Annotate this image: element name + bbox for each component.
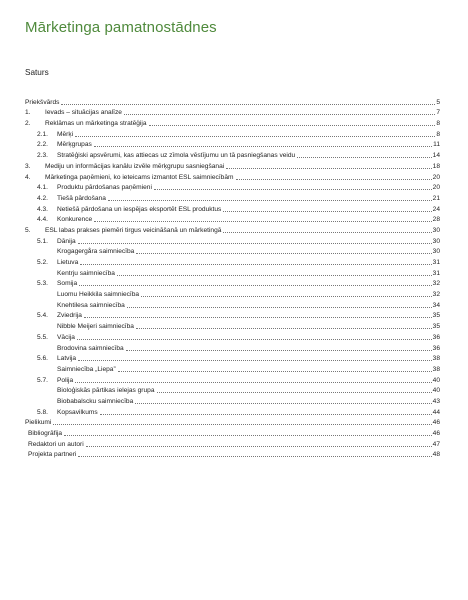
toc-entry-page-number: 34 xyxy=(432,301,440,309)
dot-leader xyxy=(126,350,432,351)
dot-leader xyxy=(223,232,431,233)
toc-entry[interactable] xyxy=(25,149,440,160)
dot-leader xyxy=(61,104,435,105)
toc-entry-page-number: 8 xyxy=(436,130,440,138)
toc-entry-label: Brodovina saimniecība xyxy=(57,344,124,352)
toc-entry[interactable] xyxy=(25,267,440,278)
toc-entry-page-number: 40 xyxy=(432,376,440,384)
toc-entry[interactable] xyxy=(25,224,440,235)
toc-entry[interactable] xyxy=(25,182,440,193)
toc-entry[interactable] xyxy=(25,139,440,150)
toc-entry[interactable] xyxy=(25,353,440,364)
dot-leader xyxy=(64,435,432,436)
dot-leader xyxy=(86,446,432,447)
toc-entry-number: 5.5. xyxy=(37,333,48,341)
toc-entry-page-number: 36 xyxy=(432,333,440,341)
dot-leader xyxy=(223,211,431,212)
toc-entry-label: Tiešā pārdošana xyxy=(57,194,106,202)
toc-entry-number: 5.6. xyxy=(37,355,48,363)
toc-entry-label: Somija xyxy=(57,280,78,288)
toc-entry-page-number: 38 xyxy=(432,365,440,373)
toc-entry-page-number: 5 xyxy=(436,98,440,106)
dot-leader xyxy=(108,200,432,201)
dot-leader xyxy=(154,189,432,190)
toc-entry-number: 4.3. xyxy=(37,205,48,213)
table-of-contents xyxy=(25,96,440,459)
toc-entry-number: 2.3. xyxy=(37,152,48,160)
toc-entry-number: 4.2. xyxy=(37,194,48,202)
toc-entry-page-number: 36 xyxy=(432,344,440,352)
dot-leader xyxy=(100,414,432,415)
toc-entry-page-number: 43 xyxy=(432,397,440,405)
toc-entry[interactable] xyxy=(25,342,440,353)
toc-entry-label: Bioloģiskās pārtikas ielejas grupa xyxy=(57,387,155,395)
toc-entry-page-number: 20 xyxy=(432,184,440,192)
toc-entry-page-number: 40 xyxy=(432,387,440,395)
toc-entry-page-number: 24 xyxy=(432,205,440,213)
toc-entry-page-number: 35 xyxy=(432,323,440,331)
toc-entry-label: Mārketinga paņēmieni, ko ieteicams izmantot ESL saimniecībām xyxy=(45,173,234,181)
toc-entry[interactable] xyxy=(25,427,440,438)
toc-entry-label: ESL labas prakses piemēri tirgus veicināšanā un mārketingā xyxy=(45,226,222,234)
toc-entry-number: 2.1. xyxy=(37,130,48,138)
toc-entry[interactable] xyxy=(25,363,440,374)
dot-leader xyxy=(75,136,435,137)
toc-entry-number: 5.2. xyxy=(37,259,48,266)
toc-entry-number: 4.4. xyxy=(37,216,48,224)
dot-leader xyxy=(117,275,432,276)
toc-entry[interactable] xyxy=(25,395,440,406)
dot-leader xyxy=(149,125,436,126)
toc-entry-label: Mērķi xyxy=(57,130,74,138)
toc-entry[interactable] xyxy=(25,331,440,342)
toc-entry-label: Lietuva xyxy=(57,259,79,266)
toc-entry-label: Stratēģiski apsvērumi, kas attiecas uz zīmola vēstījumu un tā pasniegšanas veidu xyxy=(57,152,296,160)
toc-entry-label: Projekta partneri xyxy=(28,451,77,459)
toc-entry-label: Kentrju saimniecība xyxy=(57,269,115,277)
toc-entry-page-number: 30 xyxy=(432,248,440,256)
toc-entry-label: Ievads – situācijas analīze xyxy=(45,109,122,117)
dot-leader xyxy=(84,317,432,318)
toc-entry-label: Knehtilesa saimniecība xyxy=(57,301,125,309)
toc-entry[interactable] xyxy=(25,171,440,182)
toc-entry-number: 4.1. xyxy=(37,184,48,192)
dot-leader xyxy=(124,114,435,115)
toc-entry-page-number: 46 xyxy=(432,419,440,427)
toc-entry-label: Produktu pārdošanas paņēmieni xyxy=(57,184,152,192)
toc-entry[interactable] xyxy=(25,96,440,107)
toc-entry-page-number: 30 xyxy=(432,237,440,245)
dot-leader xyxy=(75,382,432,383)
dot-leader xyxy=(226,168,431,169)
toc-entry-page-number: 30 xyxy=(432,226,440,234)
toc-entry-label: Vācija xyxy=(57,333,75,341)
contents-heading: Saturs xyxy=(25,68,49,77)
page-title: Mārketinga pamatnostādnes xyxy=(25,19,217,36)
toc-entry-page-number: 31 xyxy=(432,269,440,277)
toc-entry[interactable] xyxy=(25,128,440,139)
dot-leader xyxy=(118,371,432,372)
toc-entry-page-number: 46 xyxy=(432,430,440,437)
toc-entry-label: Bibliogrāfija xyxy=(28,430,63,437)
toc-entry[interactable] xyxy=(25,374,440,385)
toc-entry-page-number: 48 xyxy=(432,451,440,459)
toc-entry-page-number: 47 xyxy=(432,440,440,448)
dot-leader xyxy=(135,403,431,404)
toc-entry[interactable] xyxy=(25,320,440,331)
toc-entry[interactable] xyxy=(25,160,440,171)
toc-entry-label: Konkurence xyxy=(57,216,93,224)
toc-entry[interactable] xyxy=(25,406,440,417)
toc-entry-number: 1. xyxy=(25,109,31,117)
dot-leader xyxy=(127,307,432,308)
toc-entry-page-number: 7 xyxy=(436,109,440,117)
toc-entry-number: 5. xyxy=(25,226,31,234)
toc-entry[interactable] xyxy=(25,235,440,246)
toc-entry-label: Mediju un informācijas kanālu izvēle mērķgrupu sasniegšanai xyxy=(45,162,225,170)
toc-entry-label: Saimniecība „Liepa” xyxy=(57,365,116,373)
toc-entry-page-number: 11 xyxy=(433,141,440,149)
toc-entry-label: Pielikumi xyxy=(25,419,52,427)
toc-entry-page-number: 32 xyxy=(432,280,440,288)
toc-entry-page-number: 20 xyxy=(432,173,440,181)
toc-entry[interactable] xyxy=(25,256,440,267)
toc-entry[interactable] xyxy=(25,278,440,289)
toc-entry-label: Latvija xyxy=(57,355,77,363)
dot-leader xyxy=(78,360,432,361)
toc-entry-page-number: 18 xyxy=(432,162,440,170)
toc-entry[interactable] xyxy=(25,438,440,449)
toc-entry-label: Priekšvārds xyxy=(25,98,60,106)
toc-entry-label: Krogagergåra saimniecība xyxy=(57,248,135,256)
dot-leader xyxy=(80,264,431,265)
dot-leader xyxy=(94,146,432,147)
dot-leader xyxy=(77,339,432,340)
toc-entry-number: 2.2. xyxy=(37,141,48,149)
dot-leader xyxy=(78,243,432,244)
toc-entry[interactable] xyxy=(25,385,440,396)
toc-entry[interactable] xyxy=(25,310,440,321)
dot-leader xyxy=(141,296,432,297)
toc-entry-page-number: 8 xyxy=(436,120,440,128)
toc-entry-label: Dānija xyxy=(57,237,76,245)
dot-leader xyxy=(78,456,431,457)
toc-entry-number: 5.8. xyxy=(37,408,48,416)
toc-entry[interactable] xyxy=(25,246,440,257)
toc-entry[interactable] xyxy=(25,117,440,128)
toc-entry-page-number: 35 xyxy=(432,312,440,320)
toc-entry[interactable] xyxy=(25,203,440,214)
toc-entry-label: Netiešā pārdošana un iespējas eksportēt ESL produktus xyxy=(57,205,222,213)
dot-leader xyxy=(136,328,432,329)
toc-entry-page-number: 31 xyxy=(432,259,440,266)
toc-entry-number: 5.1. xyxy=(37,237,48,245)
toc-entry-number: 5.3. xyxy=(37,280,48,288)
toc-entry-page-number: 28 xyxy=(432,216,440,224)
toc-entry[interactable] xyxy=(25,417,440,428)
toc-entry-label: Kopsavilkums xyxy=(57,408,98,416)
toc-entry-page-number: 21 xyxy=(432,194,440,202)
toc-entry-label: Reklāmas un mārketinga stratēģija xyxy=(45,120,147,128)
toc-entry-page-number: 44 xyxy=(432,408,440,416)
dot-leader xyxy=(53,424,431,425)
toc-entry[interactable] xyxy=(25,214,440,225)
dot-leader xyxy=(79,285,432,286)
toc-entry-label: Luomu Heikkila saimniecība xyxy=(57,291,140,299)
toc-entry-number: 2. xyxy=(25,120,31,128)
toc-entry[interactable] xyxy=(25,288,440,299)
dot-leader xyxy=(157,392,432,393)
toc-entry[interactable] xyxy=(25,449,440,460)
dot-leader xyxy=(236,179,432,180)
dot-leader xyxy=(136,253,431,254)
toc-entry-number: 5.4. xyxy=(37,312,48,320)
toc-entry-label: Polija xyxy=(57,376,74,384)
toc-entry-page-number: 38 xyxy=(432,355,440,363)
toc-entry[interactable] xyxy=(25,299,440,310)
toc-entry-label: Biobabalscku saimniecība xyxy=(57,397,134,405)
toc-entry-page-number: 32 xyxy=(432,291,440,299)
dot-leader xyxy=(297,157,431,158)
toc-entry-label: Zviedrija xyxy=(57,312,82,320)
toc-entry[interactable] xyxy=(25,192,440,203)
toc-entry-page-number: 14 xyxy=(432,152,440,160)
toc-entry-number: 5.7. xyxy=(37,376,48,384)
toc-entry-number: 3. xyxy=(25,162,31,170)
toc-entry-label: Redaktori un autori xyxy=(28,440,84,448)
toc-entry[interactable] xyxy=(25,107,440,118)
dot-leader xyxy=(94,221,431,222)
toc-entry-label: Nibble Meijeri saimniecība xyxy=(57,323,134,331)
toc-entry-number: 4. xyxy=(25,173,31,181)
toc-entry-label: Mērķgrupas xyxy=(57,141,92,149)
